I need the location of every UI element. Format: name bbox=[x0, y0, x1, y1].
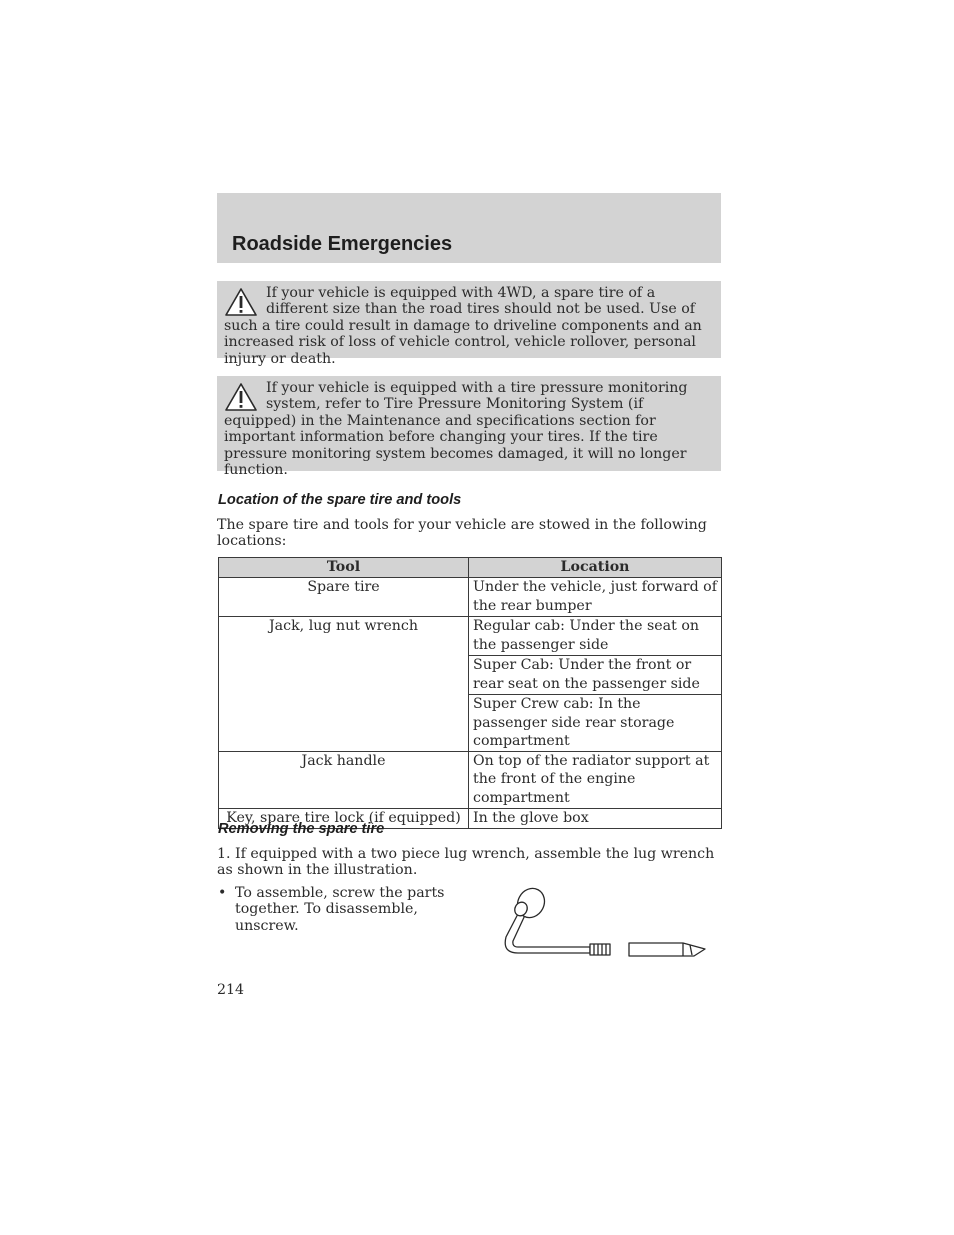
bullet-mark: • bbox=[218, 885, 227, 901]
removing-heading: Removing the spare tire bbox=[218, 821, 385, 837]
tools-location-table bbox=[218, 557, 722, 829]
location-cell: Regular cab: Under the seat on the passenger side bbox=[469, 617, 722, 656]
section-title: Roadside Emergencies bbox=[232, 233, 453, 255]
location-cell: In the glove box bbox=[469, 808, 722, 828]
warning-box-tpms bbox=[217, 376, 721, 479]
column-header-location: Location bbox=[469, 558, 722, 578]
table-header-row bbox=[219, 558, 722, 578]
location-heading: Location of the spare tire and tools bbox=[218, 492, 462, 508]
table-row bbox=[219, 751, 722, 808]
tool-cell: Jack handle bbox=[219, 751, 469, 808]
warning-text: If your vehicle is equipped with a tire pressure monitoring system, refer to Tire Pressure Monitoring System (if equipped) in the Maintenance and specifications section for important information before changing your tires. If the tire pressure monitoring system becomes damaged, it will no longer function. bbox=[224, 380, 688, 479]
tool-cell: Key, spare tire lock (if equipped) bbox=[219, 808, 469, 828]
column-header-tool: Tool bbox=[219, 558, 469, 578]
table-row bbox=[219, 578, 722, 617]
tool-cell: Spare tire bbox=[219, 578, 469, 617]
location-cell: Super Crew cab: In the passenger side rear storage compartment bbox=[469, 695, 722, 752]
bullet-text: To assemble, screw the parts together. To disassemble, unscrew. bbox=[235, 885, 445, 934]
section-header-band bbox=[217, 193, 721, 263]
location-cell: Under the vehicle, just forward of the rear bumper bbox=[469, 578, 722, 617]
lug-wrench-illustration bbox=[500, 885, 715, 960]
location-intro: The spare tire and tools for your vehicle are stowed in the following locations: bbox=[217, 517, 707, 550]
location-cell: Super Cab: Under the front or rear seat on the passenger side bbox=[469, 656, 722, 695]
warning-triangle-icon bbox=[224, 382, 258, 412]
tool-cell: Jack, lug nut wrench bbox=[219, 617, 469, 752]
page-number: 214 bbox=[217, 982, 245, 998]
location-cell: On top of the radiator support at the front of the engine compartment bbox=[469, 751, 722, 808]
step-1-text: 1. If equipped with a two piece lug wrench, assemble the lug wrench as shown in the illustration. bbox=[217, 846, 715, 879]
warning-box-4wd bbox=[217, 281, 721, 367]
table-row bbox=[219, 617, 722, 656]
warning-triangle-icon bbox=[224, 287, 258, 317]
warning-text: If your vehicle is equipped with 4WD, a spare tire of a different size than the road tires should not be used. Use of such a tire could result in damage to driveline components and an increased risk of loss of vehicle control, vehicle rollover, personal injury or death. bbox=[224, 285, 702, 367]
